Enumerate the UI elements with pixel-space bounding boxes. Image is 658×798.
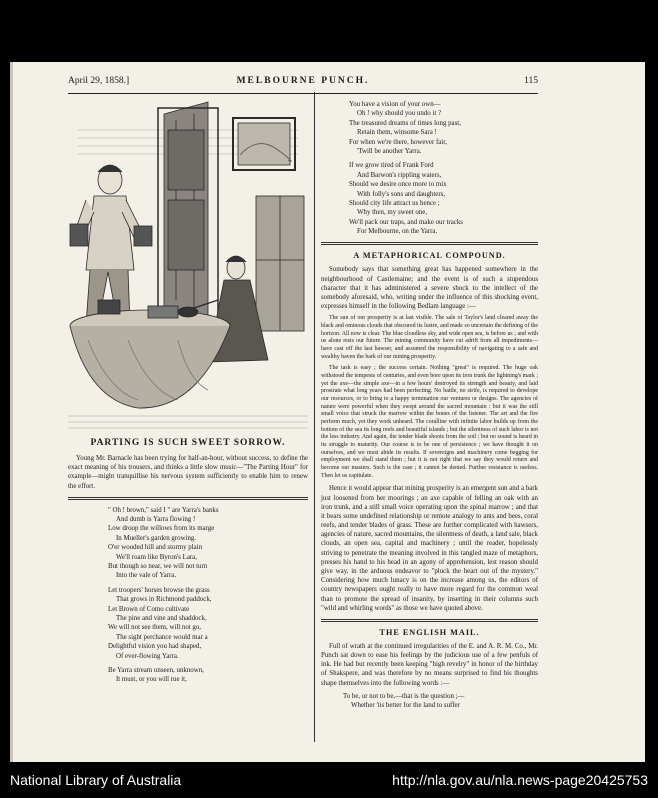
verse-quote: [321, 692, 538, 711]
poem-line: And Barwon's rippling waters,: [357, 171, 442, 179]
stanza: [349, 161, 538, 236]
poem-line: 'Twill be another Yarra.: [357, 147, 422, 155]
poem-line: Should we desire once more to mix: [349, 181, 447, 189]
issue-date: April 29, 1858.]: [68, 76, 130, 86]
yarra-poem-part1: [68, 506, 308, 685]
poem-line: With folly's sons and daughters,: [357, 190, 446, 198]
poem-line: It must, or you will rue it,: [116, 676, 187, 684]
poem-line: Oh ! why should you undo it ?: [357, 110, 442, 118]
quoted-paragraph: The sun of our prosperity is at last visible. The sale of Taylor's land cleared away the black and ominous clouds that obscured its lustre, and made so uncertain the defining of the horizon. All now is clear. The blue cloudless sky, and wide open sea, is before us ; and with us alone rests our future. The mining community have cut adrift from all impediments—have cast off the last hawser, and assumed the responsibility of navigating to a safe and wealthy haven the bark of our mining prosperity.: [321, 315, 538, 360]
article-paragraph: Hence it would appear that mining prosperity is an emergent sun and a bark just loosened from her moorings ; an axe capable of felling an oak with an iron trunk, and a still small voice operating upon the spinal marrow ; and that it bears some undefined relationship or remote analogy to ants and bees, coral reefs, and tender blades of grass. These are further complicated with hawsers, agencies of nature, sacred mountains, the silentness of death, a land sale, black clouds, an open sea, capital and machinery ; until the reader, hopelessly striving to penetrate the meaning involved in this tangled maze of metaphors, presses his hand to his head in an agony of apprehension, lest reason should give way, in the arduous endeavor to "pluck the heart out of the mystery." Considering how much lunacy is on the increase among us, the editors of country newspapers ought really to have more regard for the common weal than to promote the spread of insanity, by inserting in their columns such "wild and whirling words" as those we have quoted above.: [321, 485, 538, 612]
illustration-drawing: [68, 100, 308, 430]
stanza: [108, 506, 308, 581]
poem-line: Should city life attract us hence ;: [349, 199, 440, 207]
publication-title: MELBOURNE PUNCH.: [236, 76, 370, 86]
engraving-illustration: [68, 100, 308, 430]
poem-line: In Mueller's garden growing.: [116, 534, 197, 542]
poem-line: The sight perchance would mar a: [116, 633, 208, 641]
yarra-poem-part2: [321, 100, 538, 236]
page-number: 115: [524, 76, 538, 86]
column-divider: [314, 92, 315, 742]
poem-line: Why then, my sweet one,: [357, 209, 428, 217]
poem-line: That grows in Richmond paddock,: [116, 596, 212, 604]
article-heading: A METAPHORICAL COMPOUND.: [353, 251, 506, 261]
stanza: [349, 100, 538, 156]
poem-line: Of ever-flowing Yarra.: [116, 652, 179, 660]
stanza: [108, 586, 308, 661]
article-paragraph: Somebody says that something great has happened somewhere in the neighbourhood of Castlemaine; and the event is of such a stupendous character that it has administered a severe shock to the intellect of the somebody aforesaid, who, writing under the influence of this shocking event, expresses himself in the following Bedlam language :—: [321, 266, 538, 311]
poem-line: Let Brown of Como cultivate: [108, 605, 190, 613]
section-rule: [68, 497, 308, 500]
page-edge-shadow: [10, 62, 13, 762]
poem-line: For when we're there, however fair,: [349, 138, 447, 146]
right-column: [321, 100, 538, 710]
article-paragraph: Full of wrath at the continued irregularities of the E. and A. R. M. Co., Mr. Punch sat down to ease his feelings by the judicious use of a few penfuls of ink. He had but recently been keeping "high revelry" in honor of the birthday of Shakspere, and was therefore by no means surprised to find his thoughts shape themselves into the following words :—: [321, 642, 538, 687]
poem-line: We'll roam like Byron's Lara,: [116, 553, 197, 561]
article-heading: THE ENGLISH MAIL.: [379, 627, 480, 637]
poem-line: If we grow tired of Frank Ford: [349, 162, 434, 170]
poem-line: O'er wooded hill and stormy plain: [108, 544, 203, 552]
newspaper-page: [10, 62, 645, 762]
footer-url[interactable]: http://nla.gov.au/nla.news-page20425753: [392, 772, 648, 788]
section-rule: [321, 619, 538, 622]
left-column: [68, 100, 308, 690]
masthead: [68, 76, 538, 90]
poem-line: Be Yarra stream unseen, unknown,: [108, 666, 204, 674]
poem-line: The pine and vine and shaddock,: [116, 614, 207, 622]
poem-line: And dumb is Yarra flowing !: [116, 516, 196, 524]
poem-line: You have a vision of your own—: [349, 101, 441, 108]
poem-line: We will not see them, will not go,: [108, 624, 202, 632]
poem-line: For Melbourne, on the Yarra.: [357, 228, 438, 236]
poem-line: Delightful vision you had shaped,: [108, 643, 202, 651]
stanza: [108, 666, 308, 685]
footer-bar: [10, 772, 648, 794]
poem-line: But though so near, we will not turn: [108, 563, 208, 571]
illustration-caption: PARTING IS SUCH SWEET SORROW.: [90, 438, 286, 448]
poem-line: " Oh ! brown," said I " are Yarra's banks: [108, 506, 219, 514]
quoted-paragraph: The task is easy ; the success certain. Nothing "great" is required. The huge oak withstood the tempests of centuries, and even bore upon its iron trunk the lightning's mark ; yet the axe—the simple axe—in a few hours' destroyed its strength and beauty, and laid prostrate what long years had been perfecting. No battle, no strife, is required to develope our resources, or to bring to a happy termination our ventures or designs. The agencies of nature were powerful when they swept around the sacred mountain : but it was the still small voice that struck the marrow within the bones of the listener. The art and the fire perform much, yet they work unheard. The coralline with infinite labor builds up from the bottom of the sea its long reefs and beautiful islands ; but the silentness of such labor is not the less industry. And again, the tender blade shoots from the soil ; but no sound is heard in its struggle to maturity. Our course is to be one of persistence ; we have thought it on ourselves, and we must abide its results. If sovereigns and machinery come begging for employment we shall stand them ; but it is not right that we say they would return and become our masters. Such is the case ; it cannot be denied. Further resistance is useless. Then let us capitulate.: [321, 365, 538, 479]
poem-line: Retain them, winsome Sara !: [357, 129, 437, 137]
verse-line: Whether 'tis better for the land to suffer: [351, 702, 460, 710]
poem-line: The treasured dreams of times long past,: [349, 119, 461, 127]
section-rule: [321, 242, 538, 245]
verse-line: To be, or not to be,—that is the question ;—: [343, 692, 465, 700]
poem-line: We'll pack our traps, and make our tracks: [349, 218, 463, 226]
footer-source: National Library of Australia: [10, 772, 182, 788]
masthead-rule: [68, 93, 538, 94]
caption-text: Young Mr. Barnacle has been trying for half-an-hour, without success, to define the exact meaning of his trousers, and thinks a little slow music—"The Parting Hour" for example—might tranquillise his nervous system sufficiently to enable him to renew the effort.: [68, 455, 308, 490]
poem-line: Let troopers' horses browse the grass: [108, 586, 210, 594]
poem-line: Low droop the willows from its marge: [108, 525, 215, 533]
poem-line: Into the vale of Yarra.: [116, 572, 177, 580]
